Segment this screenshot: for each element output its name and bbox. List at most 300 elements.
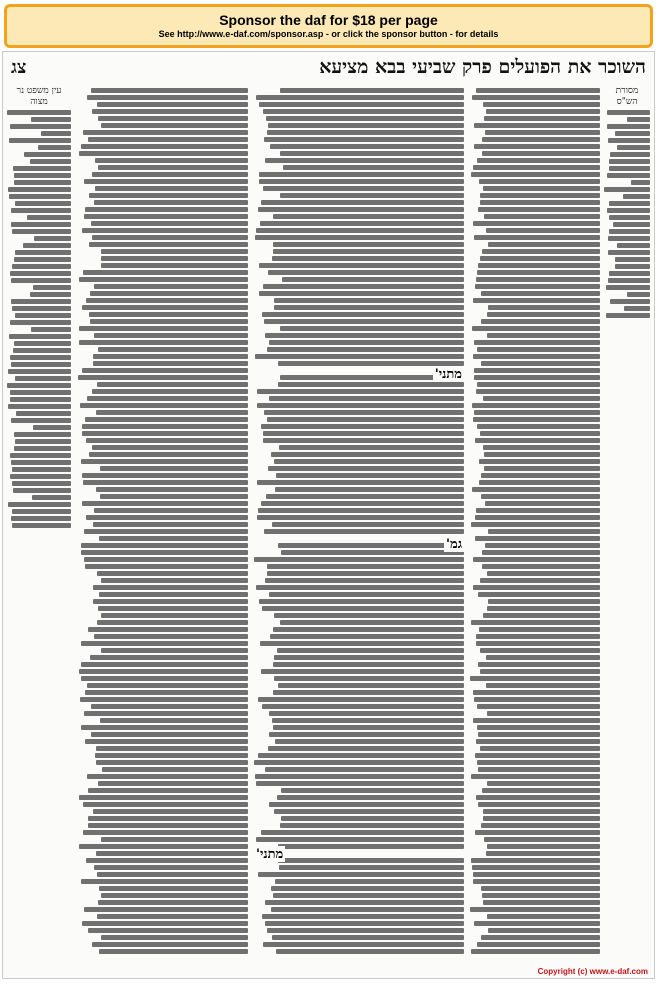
text-line — [263, 109, 464, 114]
text-line — [273, 249, 464, 254]
margin-note-left: עין משפט נר מצוה — [16, 86, 62, 107]
text-line — [480, 256, 600, 261]
text-line — [473, 298, 600, 303]
text-line — [256, 781, 464, 786]
text-line — [94, 865, 248, 870]
text-line — [95, 186, 248, 191]
text-line — [481, 935, 600, 940]
text-line — [83, 802, 248, 807]
text-line — [11, 299, 71, 304]
text-line — [608, 236, 650, 241]
text-line — [14, 432, 71, 437]
text-line — [259, 179, 464, 184]
text-line — [485, 543, 600, 548]
text-line — [84, 214, 248, 219]
text-line — [257, 480, 464, 485]
text-line — [631, 180, 650, 185]
text-line — [84, 179, 248, 184]
text-line — [11, 278, 71, 283]
text-line — [31, 117, 71, 122]
talmud-page-scan — [2, 51, 655, 979]
text-line — [474, 697, 600, 702]
text-line — [93, 585, 248, 590]
text-line — [473, 165, 600, 170]
text-line — [271, 886, 464, 891]
text-line — [475, 438, 600, 443]
text-line — [274, 655, 464, 660]
text-line — [89, 312, 248, 317]
text-line — [483, 186, 600, 191]
text-line — [484, 837, 600, 842]
text-line — [481, 319, 600, 324]
text-line — [87, 683, 248, 688]
text-line — [93, 361, 248, 366]
text-line — [482, 788, 600, 793]
text-line — [473, 354, 600, 359]
text-line — [483, 613, 600, 618]
text-line — [477, 942, 600, 947]
text-line — [606, 285, 650, 290]
text-line — [274, 676, 464, 681]
text-line — [98, 781, 248, 786]
text-line — [480, 648, 600, 653]
text-line — [487, 711, 600, 716]
text-line — [27, 215, 71, 220]
text-line — [266, 494, 464, 499]
text-line — [82, 473, 248, 478]
text-line — [82, 368, 248, 373]
text-line — [473, 690, 600, 695]
text-line — [610, 299, 650, 304]
text-line — [477, 347, 600, 352]
text-line — [101, 613, 248, 618]
text-line — [488, 305, 600, 310]
text-line — [14, 341, 71, 346]
text-line — [260, 221, 464, 226]
text-line — [479, 179, 600, 184]
text-line — [81, 879, 248, 884]
text-line — [12, 264, 71, 269]
text-line — [262, 914, 464, 919]
text-line — [471, 858, 600, 863]
text-line — [478, 207, 600, 212]
text-line — [477, 158, 600, 163]
text-line — [484, 214, 600, 219]
text-line — [615, 257, 650, 262]
text-line — [477, 704, 600, 709]
text-line — [476, 641, 600, 646]
text-line — [262, 312, 464, 317]
text-line — [264, 529, 464, 534]
rashi-commentary-column — [470, 86, 600, 966]
text-line — [82, 501, 248, 506]
text-line — [608, 138, 650, 143]
text-line — [268, 123, 464, 128]
text-line — [613, 222, 650, 227]
text-line — [90, 319, 248, 324]
text-line — [607, 110, 650, 115]
text-line — [93, 599, 248, 604]
text-line — [273, 893, 465, 898]
text-line — [277, 648, 464, 653]
text-line — [262, 606, 464, 611]
text-line — [486, 109, 600, 114]
text-line — [92, 235, 249, 240]
text-line — [274, 298, 464, 303]
text-line — [265, 767, 464, 772]
text-line — [84, 529, 248, 534]
text-line — [254, 760, 464, 765]
text-line — [85, 564, 249, 569]
text-line — [79, 844, 248, 849]
text-line — [90, 291, 248, 296]
text-line — [615, 131, 650, 136]
text-line — [10, 397, 71, 402]
text-line — [93, 522, 248, 527]
text-line — [283, 165, 464, 170]
text-line — [33, 425, 71, 430]
text-line — [94, 333, 248, 338]
mishna-marker-2: מתני' — [256, 847, 284, 862]
text-line — [471, 172, 600, 177]
text-line — [624, 306, 650, 311]
text-line — [102, 767, 248, 772]
text-line — [609, 229, 650, 234]
text-line — [476, 739, 600, 744]
text-line — [38, 145, 71, 150]
text-line — [275, 739, 464, 744]
text-line — [483, 809, 600, 814]
text-line — [483, 102, 600, 107]
text-line — [609, 271, 650, 276]
text-line — [81, 662, 248, 667]
text-line — [259, 263, 464, 268]
text-line — [481, 473, 600, 478]
text-line — [484, 116, 600, 121]
text-line — [277, 795, 464, 800]
text-line — [101, 249, 248, 254]
text-line — [9, 138, 71, 143]
text-line — [81, 144, 248, 149]
text-line — [617, 243, 650, 248]
text-line — [11, 418, 71, 423]
text-line — [82, 921, 248, 926]
text-line — [280, 151, 464, 156]
text-line — [260, 851, 464, 856]
text-line — [278, 543, 464, 548]
text-line — [474, 235, 600, 240]
text-line — [15, 376, 71, 381]
text-line — [31, 327, 71, 332]
text-line — [79, 340, 248, 345]
text-line — [478, 263, 600, 268]
text-line — [94, 284, 248, 289]
text-line — [87, 396, 248, 401]
text-line — [80, 403, 248, 408]
text-line — [627, 292, 650, 297]
text-line — [255, 774, 464, 779]
text-line — [269, 711, 464, 716]
text-line — [281, 550, 464, 555]
text-line — [10, 320, 71, 325]
text-line — [92, 445, 248, 450]
text-line — [279, 445, 464, 450]
right-margin-column — [604, 86, 650, 966]
text-line — [83, 830, 248, 835]
text-line — [12, 509, 71, 514]
text-line — [81, 641, 248, 646]
text-line — [270, 144, 464, 149]
text-line — [81, 550, 248, 555]
text-line — [481, 361, 600, 366]
text-line — [12, 229, 71, 234]
text-line — [278, 382, 464, 387]
text-line — [79, 326, 248, 331]
text-line — [280, 620, 464, 625]
text-line — [101, 837, 248, 842]
folio-number: צג — [11, 56, 27, 78]
text-line — [97, 382, 248, 387]
text-line — [608, 278, 650, 283]
text-line — [96, 746, 248, 751]
text-line — [83, 480, 248, 485]
text-line — [265, 921, 464, 926]
text-line — [96, 410, 248, 415]
text-line — [263, 431, 464, 436]
text-line — [263, 284, 464, 289]
text-line — [9, 334, 71, 339]
text-line — [84, 711, 248, 716]
text-line — [91, 221, 248, 226]
text-line — [30, 159, 71, 164]
text-line — [83, 130, 248, 135]
text-line — [268, 466, 464, 471]
text-line — [15, 250, 71, 255]
text-line — [487, 914, 600, 919]
text-line — [477, 382, 600, 387]
text-line — [260, 641, 464, 646]
text-line — [478, 767, 600, 772]
text-line — [8, 404, 71, 409]
page-header — [3, 52, 654, 82]
text-line — [257, 403, 464, 408]
text-line — [274, 809, 464, 814]
text-line — [482, 564, 600, 569]
margin-note-right: מסורת הש"ס — [615, 86, 639, 107]
text-line — [258, 753, 464, 758]
text-line — [97, 914, 248, 919]
text-line — [88, 928, 248, 933]
gemara-marker: גמ' — [446, 537, 462, 552]
text-line — [274, 613, 464, 618]
text-line — [265, 578, 464, 583]
sponsor-banner[interactable] — [4, 4, 653, 48]
text-line — [273, 725, 464, 730]
text-line — [487, 571, 600, 576]
text-line — [476, 88, 600, 93]
text-line — [82, 431, 248, 436]
text-line — [91, 732, 248, 737]
text-line — [9, 194, 71, 199]
text-line — [30, 292, 71, 297]
text-line — [273, 214, 464, 219]
text-line — [280, 88, 464, 93]
text-line — [255, 235, 464, 240]
text-line — [273, 242, 464, 247]
text-line — [264, 319, 464, 324]
text-line — [276, 473, 464, 478]
text-line — [257, 515, 464, 520]
text-line — [269, 802, 464, 807]
text-line — [33, 285, 71, 290]
text-line — [86, 858, 248, 863]
text-line — [487, 312, 600, 317]
text-line — [474, 921, 600, 926]
text-line — [85, 417, 248, 422]
text-line — [15, 201, 71, 206]
text-line — [280, 193, 464, 198]
text-line — [13, 488, 71, 493]
text-line — [97, 571, 248, 576]
text-line — [278, 844, 464, 849]
text-line — [256, 228, 464, 233]
text-line — [481, 823, 600, 828]
text-line — [280, 823, 464, 828]
text-line — [14, 257, 71, 262]
text-line — [482, 249, 600, 254]
text-line — [482, 893, 600, 898]
text-line — [273, 690, 464, 695]
text-line — [471, 774, 600, 779]
text-line — [98, 900, 248, 905]
text-line — [7, 110, 71, 115]
text-line — [268, 746, 464, 751]
text-line — [101, 256, 248, 261]
text-line — [11, 208, 71, 213]
text-line — [255, 354, 464, 359]
text-line — [11, 362, 71, 367]
text-line — [88, 137, 248, 142]
text-line — [482, 137, 600, 142]
text-line — [100, 466, 248, 471]
text-line — [11, 460, 71, 465]
text-line — [16, 411, 71, 416]
text-line — [483, 900, 600, 905]
text-line — [617, 145, 650, 150]
text-line — [473, 221, 600, 226]
text-line — [483, 396, 600, 401]
text-line — [15, 313, 71, 318]
text-line — [271, 907, 464, 912]
text-line — [478, 802, 600, 807]
text-line — [258, 207, 464, 212]
text-line — [267, 536, 464, 541]
text-line — [14, 173, 71, 178]
text-line — [100, 718, 248, 723]
text-line — [13, 166, 71, 171]
text-line — [258, 508, 464, 513]
text-line — [472, 95, 600, 100]
text-line — [261, 501, 464, 506]
text-line — [272, 522, 464, 527]
text-line — [96, 487, 248, 492]
text-line — [263, 942, 464, 947]
text-line — [480, 669, 600, 674]
text-line — [604, 187, 650, 192]
text-line — [609, 201, 650, 206]
gemara-main-column — [254, 86, 464, 966]
text-line — [80, 697, 248, 702]
text-line — [475, 284, 600, 289]
text-line — [609, 215, 650, 220]
text-line — [94, 200, 248, 205]
text-line — [97, 620, 248, 625]
text-line — [282, 277, 464, 282]
text-line — [472, 403, 600, 408]
text-line — [473, 585, 600, 590]
text-line — [279, 865, 464, 870]
text-line — [10, 124, 71, 129]
text-line — [476, 508, 600, 513]
text-line — [81, 725, 248, 730]
text-line — [92, 172, 248, 177]
text-line — [262, 704, 464, 709]
text-line — [96, 760, 249, 765]
text-line — [486, 228, 600, 233]
text-line — [476, 277, 600, 282]
text-line — [471, 949, 600, 954]
text-line — [81, 543, 248, 548]
text-line — [10, 453, 71, 458]
text-line — [79, 669, 248, 674]
text-line — [609, 166, 650, 171]
text-line — [479, 480, 600, 485]
text-line — [97, 102, 248, 107]
text-line — [264, 137, 464, 142]
text-line — [271, 452, 464, 457]
text-line — [83, 270, 248, 275]
text-line — [265, 333, 464, 338]
text-line — [480, 193, 600, 198]
text-line — [81, 676, 248, 681]
text-line — [12, 523, 71, 528]
text-line — [97, 872, 248, 877]
text-line — [258, 697, 464, 702]
text-line — [269, 340, 464, 345]
text-line — [269, 396, 464, 401]
text-line — [84, 907, 248, 912]
text-line — [10, 271, 71, 276]
text-line — [10, 474, 71, 479]
text-line — [88, 823, 248, 828]
text-line — [479, 459, 600, 464]
text-line — [480, 431, 600, 436]
text-line — [259, 291, 464, 296]
text-line — [275, 879, 464, 884]
text-line — [85, 207, 248, 212]
text-line — [98, 606, 248, 611]
text-line — [266, 116, 464, 121]
text-line — [476, 389, 600, 394]
text-line — [487, 606, 600, 611]
text-line — [86, 515, 248, 520]
text-line — [95, 158, 248, 163]
text-line — [484, 452, 600, 457]
text-line — [477, 424, 600, 429]
text-line — [488, 928, 600, 933]
text-line — [273, 627, 464, 632]
text-line — [101, 578, 248, 583]
